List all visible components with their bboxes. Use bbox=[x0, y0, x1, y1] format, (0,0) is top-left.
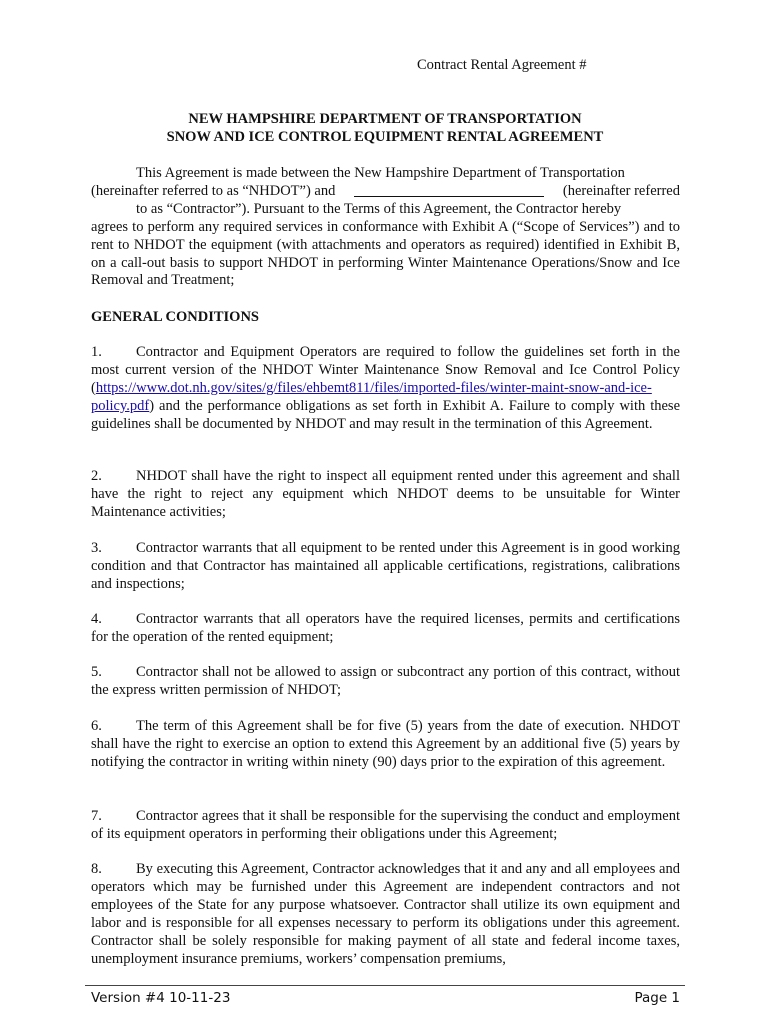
intro-rest: agrees to perform any required services in conformance with Exhibit A (“Scope of Services”) and to rent to NHDOT the equipment (with attachments and operators as required) identified in Exhibit B, on a call-out basis to support NHDOT in performing Winter Maintenance Operations/Snow and Ice Removal and Treatment; bbox=[91, 218, 680, 289]
condition-number: 6. bbox=[91, 718, 102, 734]
condition-text: ) and the performance obligations as set forth in Exhibit A. Failure to comply with these guidelines shall be documented by NHDOT and may result in the termination of this Agreement. bbox=[91, 397, 680, 432]
intro-line-2b: (hereinafter referred bbox=[562, 182, 680, 199]
intro-line-2a: (hereinafter referred to as “NHDOT”) and bbox=[91, 182, 336, 199]
condition-text: Contractor warrants that all equipment to be rented under this Agreement is in good working condition and that Contractor has maintained all applicable certifications, registrations, calibrations and inspections; bbox=[91, 540, 680, 592]
condition-5 bbox=[91, 664, 680, 700]
condition-text: By executing this Agreement, Contractor acknowledges that it and any and all employees and operators which may be furnished under this Agreement are independent contractors and not employees of the State for any purpose whatsoever. Contractor shall utilize its own equipment and labor and is responsible for all expenses necessary to perform its obligations under this agreement. Contractor shall be solely responsible for making payment of all state and federal income taxes, unemployment insurance premiums, workers’ compensation premiums, bbox=[91, 861, 680, 967]
condition-text: Contractor agrees that it shall be responsible for the supervising the conduct and employment of its equipment operators in performing their obligations under this Agreement; bbox=[91, 808, 680, 842]
title-line-1: NEW HAMPSHIRE DEPARTMENT OF TRANSPORTATION bbox=[188, 111, 582, 127]
condition-number: 4. bbox=[91, 611, 102, 627]
condition-text: The term of this Agreement shall be for five (5) years from the date of execution. NHDOT shall have the right to exercise an option to extend this Agreement by an additional five (5) years by notifying the contractor in writing within ninety (90) days prior to the expiration of this agreement. bbox=[91, 718, 680, 770]
intro-paragraph bbox=[91, 165, 680, 290]
condition-1 bbox=[91, 344, 680, 434]
condition-text: Contractor and Equipment Operators are required to follow the guidelines set forth in the most current version of the NHDOT Winter Maintenance Snow Removal and Ice Control Policy ( bbox=[91, 344, 680, 396]
condition-4 bbox=[91, 611, 680, 647]
intro-line-2 bbox=[91, 183, 680, 201]
intro-line-3: to as “Contractor”). Pursuant to the Terms of this Agreement, the Contractor hereby bbox=[136, 200, 622, 217]
contract-number-label: Contract Rental Agreement # bbox=[417, 57, 587, 73]
version-label: Version #4 10-11-23 bbox=[91, 990, 231, 1006]
general-conditions-heading: GENERAL CONDITIONS bbox=[91, 309, 259, 325]
condition-text: NHDOT shall have the right to inspect all equipment rented under this agreement and shall have the right to reject any equipment which NHDOT deems to be unsuitable for Winter Maintenance activities; bbox=[91, 468, 680, 520]
condition-number: 3. bbox=[91, 540, 102, 556]
condition-number: 8. bbox=[91, 861, 102, 877]
page-number: Page 1 bbox=[634, 990, 680, 1006]
condition-3 bbox=[91, 540, 680, 594]
intro-line-1: This Agreement is made between the New Hampshire Department of Transportation bbox=[136, 165, 625, 181]
condition-7 bbox=[91, 808, 680, 844]
condition-6 bbox=[91, 718, 680, 772]
condition-text: Contractor shall not be allowed to assign or subcontract any portion of this contract, without the express written permission of NHDOT; bbox=[91, 664, 680, 698]
condition-text: Contractor warrants that all operators have the required licenses, permits and certifications for the operation of the rented equipment; bbox=[91, 611, 680, 645]
contractor-name-blank[interactable] bbox=[354, 183, 544, 197]
title-line-2: SNOW AND ICE CONTROL EQUIPMENT RENTAL AGREEMENT bbox=[166, 129, 604, 145]
condition-number: 7. bbox=[91, 808, 102, 824]
condition-number: 5. bbox=[91, 664, 102, 680]
condition-2 bbox=[91, 468, 680, 522]
condition-8 bbox=[91, 861, 680, 968]
condition-number: 1. bbox=[91, 344, 102, 360]
footer-divider bbox=[85, 985, 685, 986]
policy-link[interactable]: https://www.dot.nh.gov/sites/g/files/ehbemt811/files/imported-files/winter-maint-snow-and-ice-policy.pdf bbox=[91, 379, 652, 414]
condition-number: 2. bbox=[91, 468, 102, 484]
